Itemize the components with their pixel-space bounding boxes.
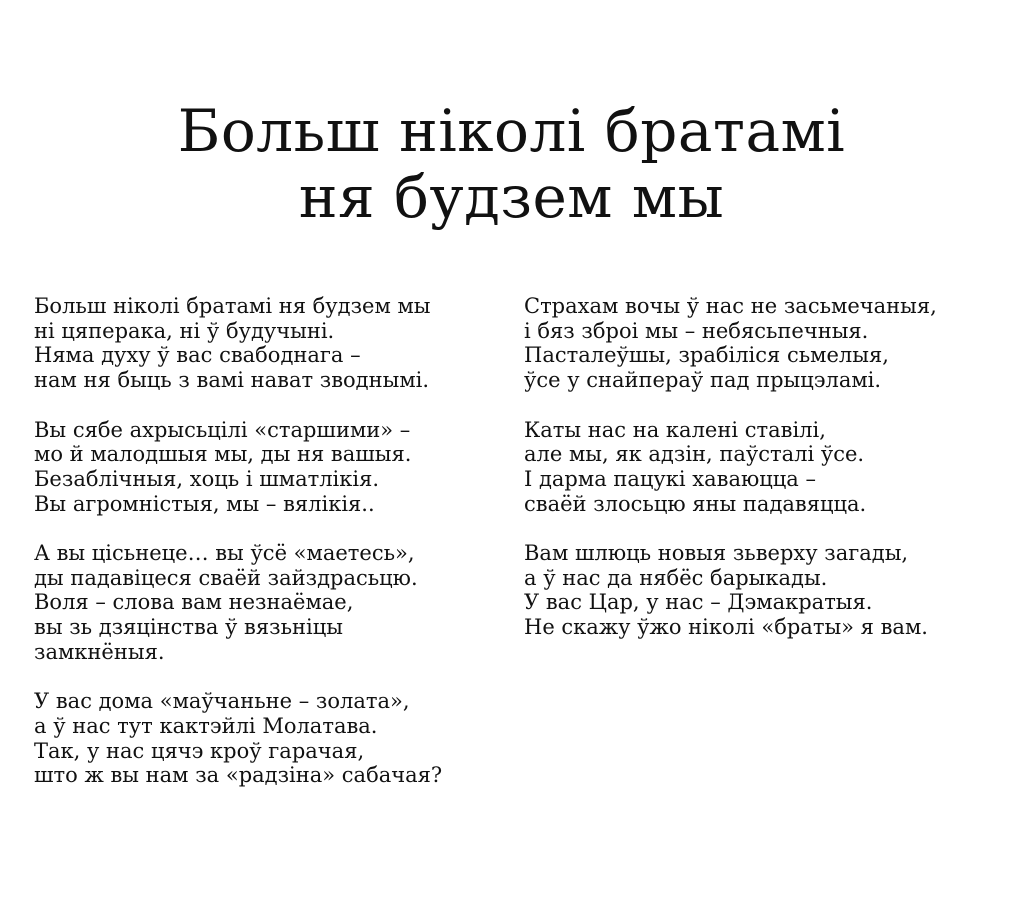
left-column (34, 294, 442, 813)
verse-line: а ў нас тут кактэйлі Молатава. (34, 713, 378, 738)
verse-line: Няма духу ў вас свабоднага – (34, 343, 361, 368)
verse-line: замкнёныя. (34, 639, 165, 664)
verse-line: нам ня быць з вамі нават зводнымі. (34, 368, 430, 393)
stanza (524, 418, 937, 517)
verse-line: вы зь дзяцінства ў вязьніцы (34, 615, 343, 640)
verse-line: Безаблічныя, хоць і шматлікія. (34, 466, 380, 491)
verse-line: і бяз зброі мы – небясьпечныя. (524, 318, 869, 343)
verse-line: а ў нас да нябёс барыкады. (524, 565, 828, 590)
verse-line: але мы, як адзін, паўсталі ўсе. (524, 442, 865, 467)
title-line-1: Больш ніколі братамі (177, 97, 846, 165)
verse-line: ўсе у снайпераў пад прыцэламі. (524, 368, 882, 393)
verse-line: мо й малодшыя мы, ды ня вашыя. (34, 442, 412, 467)
stanza (34, 541, 442, 665)
verse-line: І дарма пацукі хаваюцца – (524, 466, 816, 491)
verse-line: Каты нас на калені ставілі, (524, 417, 826, 442)
verse-line: А вы цісьнеце… вы ўсё «маетесь», (34, 541, 415, 565)
verse-line: Вам шлюць новыя зьверху загады, (524, 541, 909, 565)
verse-line: Так, у нас цячэ кроў гарачая, (34, 738, 365, 763)
verse-line: ні цяперака, ні ў будучыні. (34, 318, 335, 343)
verse-line: Вы сябе ахрысьцілі «старшими» – (34, 417, 411, 442)
stanza (524, 294, 937, 393)
verse-line: Не скажу ўжо ніколі «браты» я вам. (524, 615, 928, 640)
verse-line: ды падавіцеся сваёй зайздрасьцю. (34, 565, 418, 590)
title-line-2: ня будзем мы (298, 163, 725, 231)
verse-line: Пасталеўшы, зрабіліся сьмелыя, (524, 343, 889, 368)
verse-line: Воля – слова вам незнаёмае, (34, 590, 354, 615)
stanza (34, 689, 442, 788)
verse-line: Больш ніколі братамі ня будзем мы (34, 294, 431, 318)
verse-line: У вас дома «маўчаньне – золата», (34, 689, 410, 714)
verse-line: сваёй злосьцю яны падавяцца. (524, 491, 867, 516)
stanza (34, 294, 442, 393)
poem-title (0, 98, 1023, 230)
verse-line: што ж вы нам за «радзіна» сабачая? (34, 763, 443, 788)
stanza (524, 541, 937, 640)
verse-line: У вас Цар, у нас – Дэмакратыя. (524, 590, 873, 615)
right-column (524, 294, 937, 665)
verse-line: Страхам вочы ў нас не засьмечаныя, (524, 294, 937, 318)
stanza (34, 418, 442, 517)
verse-line: Вы агромністыя, мы – вялікія.. (34, 491, 375, 516)
